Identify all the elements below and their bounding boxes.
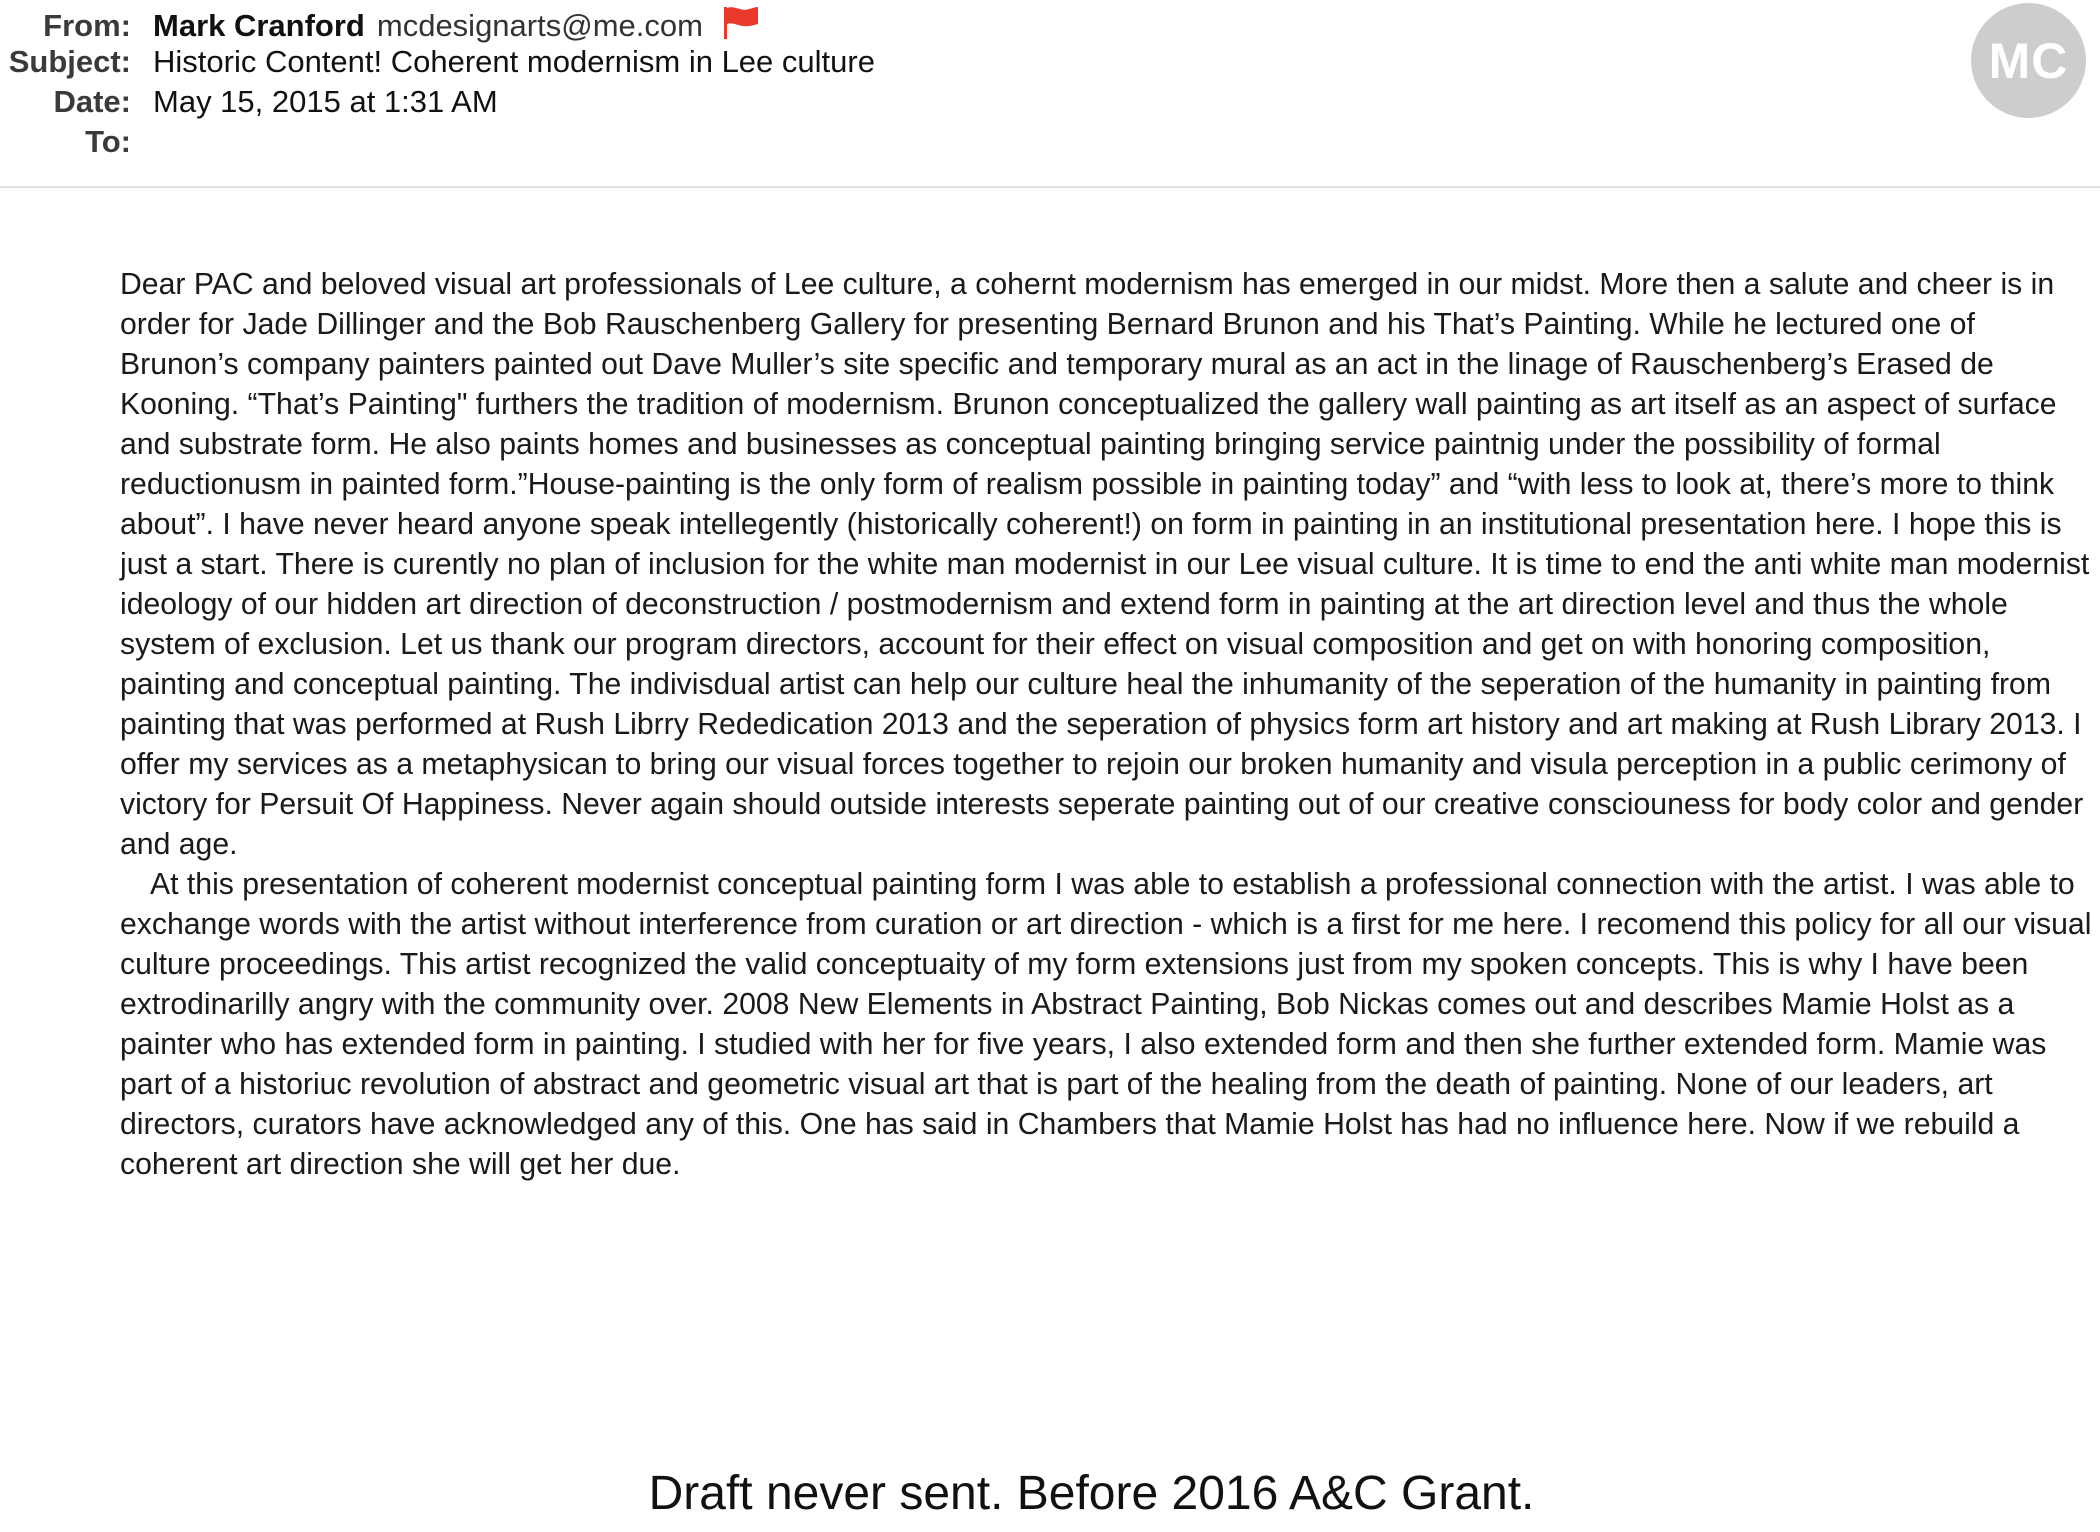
from-value (153, 2, 759, 46)
email-header (0, 0, 2100, 188)
draft-note: Draft never sent. Before 2016 A&C Grant. (648, 1467, 1535, 1520)
red-flag-icon[interactable] (723, 6, 759, 40)
sender-email[interactable]: mcdesignarts@me.com (376, 8, 703, 43)
date-row (0, 82, 498, 122)
email-body (120, 265, 2095, 1185)
subject-label: Subject: (8, 44, 131, 79)
body-paragraph-2: At this presentation of coherent modernist conceptual painting form I was able to establish a professional connection with the artist. I was able to exchange words with the artist without interference from curation or art direction - which is a first for me here. I recomend this policy for all our visual culture proceedings. This artist recognized the valid conceptuaity of my form extensions just from my spoken concepts. This is why I have been extrodinarilly angry with the community over. 2008 New Elements in Abstract Painting, Bob Nickas comes out and describes Mamie Holst as a painter who has extended form in painting. I studied with her for five years, I also extended form and then she further extended form. Mamie was part of a historiuc revolution of abstract and geometric visual art that is part of the healing from the death of painting. None of our leaders, art directors, curators have acknowledged any of this. One has said in Chambers that Mamie Holst has had no influence here. Now if we rebuild a coherent art direction she will get her due. (120, 868, 2092, 1181)
date-value: May 15, 2015 at 1:31 AM (153, 84, 498, 119)
avatar-initials: MC (1988, 32, 2069, 89)
to-label: To: (85, 124, 131, 159)
body-paragraph-1: Dear PAC and beloved visual art professionals of Lee culture, a cohernt modernism has emerged in our midst. More then a salute and cheer is in order for Jade Dillinger and the Bob Rauschenberg Gallery for presenting Bernard Brunon and his That’s Painting. While he lectured one of Brunon’s company painters painted out Dave Muller’s site specific and temporary mural as an act in the linage of Rauschenberg’s Erased de Kooning. “That’s Painting" furthers the tradition of modernism. Brunon conceptualized the gallery wall painting as art itself as an aspect of surface and substrate form. He also paints homes and businesses as conceptual painting bringing service paintnig under the possibility of formal reductionusm in painted form.”House-painting is the only form of realism possible in painting today” and “with less to look at, there’s more to think about”. I have never heard anyone speak intellegently (historically coherent!) on form in painting in an institutional presentation here. I hope this is just a start. There is curently no plan of inclusion for the white man modernist in our Lee visual culture. It is time to end the anti white man modernist ideology of our hidden art direction of deconstruction / postmodernism and extend form in painting at the art direction level and thus the whole system of exclusion. Let us thank our program directors, account for their effect on visual composition and get on with honoring composition, painting and conceptual painting. The indivisdual artist can help our culture heal the inhumanity of the seperation of the humanity in painting from painting that was performed at Rush Librry Rededication 2013 and the seperation of physics form art history and art making at Rush Library 2013. I offer my services as a metaphysican to bring our visual forces together to rejoin our broken humanity and visula perception in a public cerimony of victory for Persuit Of Happiness. Never again should outside interests seperate painting out of our creative consciouness for body color and gender and age. (120, 268, 2090, 861)
subject-value: Historic Content! Coherent modernism in Lee culture (153, 44, 875, 79)
to-row (0, 122, 153, 162)
from-label: From: (43, 8, 131, 43)
sender-name[interactable]: Mark Cranford (153, 8, 365, 43)
from-row (0, 2, 759, 42)
subject-row (0, 42, 875, 82)
avatar[interactable] (1971, 3, 2086, 118)
date-label: Date: (53, 84, 131, 119)
